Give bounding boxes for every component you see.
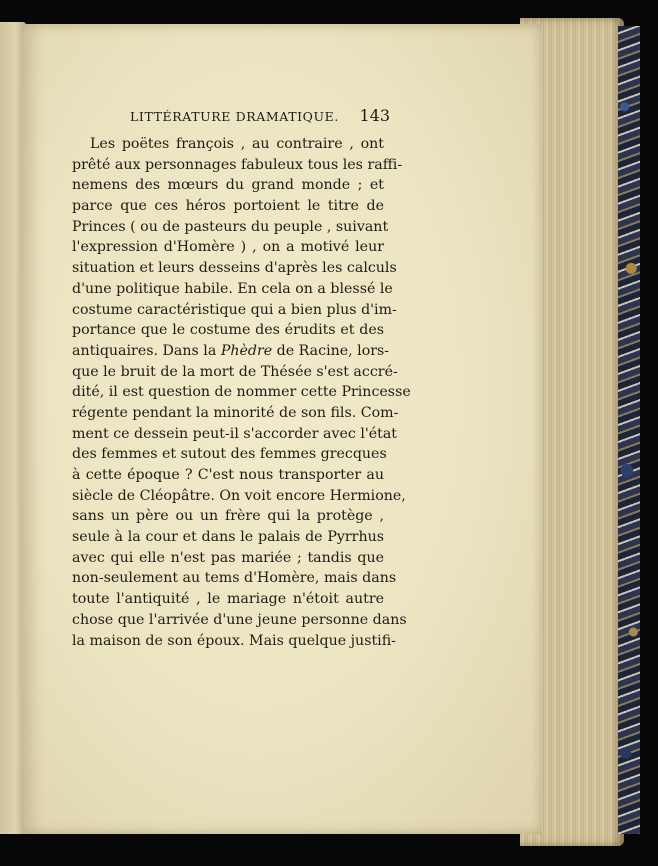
text-line: Les poëtes françois , au contraire , ont [90,136,384,152]
text-line: sans un père ou un frère qui la protège , [72,508,384,525]
text-line: dité, il est question de nommer cette Princesse [72,384,411,401]
text-line: non-seulement au tems d'Homère, mais dans [72,570,397,587]
running-title: LITTÉRATURE DRAMATIQUE. [130,109,339,124]
text-line: d'une politique habile. En cela on a blessé le [72,280,393,297]
text-line: nemens des mœurs du grand monde ; et [72,177,384,194]
text-line: seule à la cour et dans le palais de Pyrrhus [72,529,384,546]
body-text [72,134,411,651]
text-line: régente pendant la minorité de son fils. Com- [72,404,399,421]
text-line: situation et leurs desseins d'après les calculs [72,260,397,277]
text-line: prêté aux personnages fabuleux tous les raffi- [72,156,403,173]
text-line: chose que l'arrivée d'une jeune personne dans [72,611,407,628]
page-number: 143 [359,106,390,125]
marbled-cover [618,26,640,834]
text-segment: antiquaires. Dans la [72,342,217,359]
text-line: ment ce dessein peut-il s'accorder avec l'état [72,425,398,442]
text-line: Princes ( ou de pasteurs du peuple , suivant [72,218,389,235]
text-line: l'expression d'Homère ) , on a motivé leur [72,239,384,256]
italic-title: Phèdre [220,342,273,359]
text-line: des femmes et sutout des femmes grecques [72,446,387,463]
text-line: que le bruit de la mort de Thésée s'est accré- [72,363,398,380]
text-segment: de Racine, lors- [276,342,390,359]
text-line: costume caractéristique qui a bien plus d'im- [72,301,397,318]
text-line: toute l'antiquité , le mariage n'étoit autre [72,591,384,608]
running-head [120,106,390,129]
text-line: la maison de son époux. Mais quelque justifi- [72,632,396,649]
text-line: portance que le costume des érudits et des [72,322,384,339]
text-line: à cette époque ? C'est nous transporter au [72,467,384,483]
text-line: avec qui elle n'est pas mariée ; tandis que [72,549,384,566]
text-line: siècle de Cléopâtre. On voit encore Hermione, [72,487,406,504]
text-line [72,341,390,362]
text-line: parce que ces héros portoient le titre de [72,198,384,215]
